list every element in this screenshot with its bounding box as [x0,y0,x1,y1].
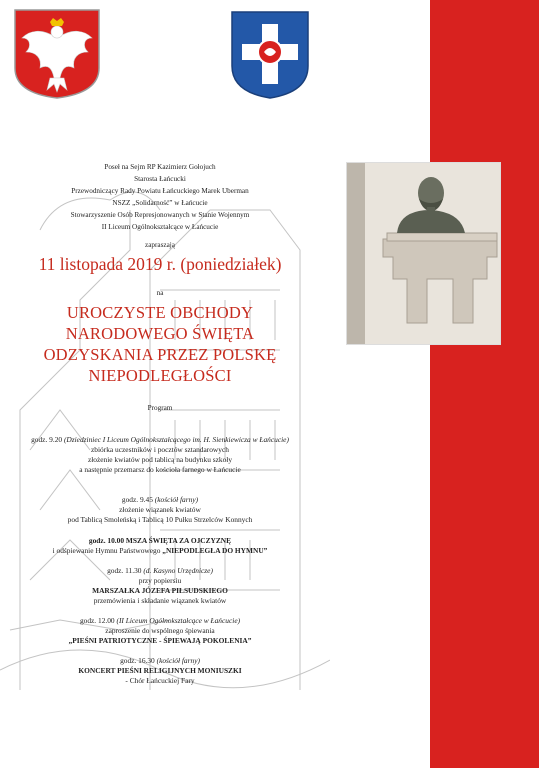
program-line: a następnie przemarsz do kościoła farnego w Łańcucie [79,465,241,474]
organizer-line: Przewodniczący Rady Powiatu Łańcuckiego Marek Uberman [71,187,249,195]
time: godz. 9.20 [31,435,63,444]
program-line: zbiórka uczestników i pocztów sztandarowych [91,445,229,454]
place: (II Liceum Ogólnokształcące w Łańcucie) [116,616,241,625]
organizer-line: Stowarzyszenie Osób Represjonowanych w Stanie Wojennym [70,211,250,219]
event-title-line: NARODOWEGO ŚWIĘTA [65,324,255,343]
time: godz. 11.30 [107,566,142,575]
event-title-line: NIEPODLEGŁOŚCI [88,366,232,385]
invite-word: zapraszają [145,241,175,249]
anthem-text: i odśpiewanie Hymnu Państwowego [52,546,163,555]
program-item-time [0,435,320,445]
program-line: przy popiersiu [138,576,182,585]
mass-title: godz. 10.00 MSZA ŚWIĘTA ZA OJCZYZNĘ [88,536,232,545]
program-item-time [0,616,320,626]
program-item-mass [0,536,320,546]
program-label: Program [147,404,173,412]
time: godz. 16.30 [120,656,155,665]
organizer-line: Starosta Łańcucki [134,175,186,183]
program-line: pod Tablicą Smoleńską i Tablicą 10 Pułku Strzelców Konnych [67,515,253,524]
place: (kościół farny) [154,495,199,504]
program-line: przemówienia i składanie wiązanek kwiatów [93,596,227,605]
program-line: - Chór Łańcuckiej Fary [125,676,195,685]
flag-red-stripe [430,0,539,768]
program-item-time [0,656,320,666]
program-line [0,636,320,646]
time: godz. 12.00 [79,616,115,625]
program-item-time [0,495,320,505]
organizer-line: Poseł na Sejm RP Kazimierz Gołojuch [104,163,216,171]
program-line: zaproszenie do wspólnego śpiewania [105,626,215,635]
event-title-line: UROCZYSTE OBCHODY [66,303,254,322]
program-line [0,586,320,596]
program-line [0,546,320,556]
anthem-title: „NIEPODLEGŁA DO HYMNU” [162,546,268,555]
lancut-county-crest-icon [228,8,312,100]
place: (kościół farny) [156,656,200,665]
flag-white-stripe [320,0,430,768]
program-line: złożenie wiązanek kwiatów [119,505,201,514]
polish-eagle-icon [12,8,102,100]
organizer-line: II Liceum Ogólnokształcące w Łańcucie [101,223,219,231]
time: godz. 9.45 [121,495,153,504]
program-item-time [0,566,320,576]
songs-title: „PIEŚNI PATRIOTYCZNE - ŚPIEWAJĄ POKOLENIA” [68,636,252,645]
concert-title: KONCERT PIEŚNI RELIGIJNYCH MONIUSZKI [78,666,242,675]
organizer-line: NSZZ „Solidarność” w Łańcucie [112,199,208,207]
place: (Dziedziniec I Liceum Ogólnokształcącego im. H. Sienkiewicza w Łańcucie) [63,435,289,444]
na-word: na [156,289,164,297]
program-line: złożenie kwiatów pod tablicą na budynku szkoły [87,455,233,464]
program-line [0,666,320,676]
marshal-name: MARSZAŁKA JÓZEFA PIŁSUDSKIEGO [92,586,228,595]
pilsudski-bust-photo [347,163,500,344]
place: (d. Kasyno Urzędnicze) [143,566,213,575]
event-title-line: ODZYSKANIA PRZEZ POLSKĘ [43,345,277,364]
event-date: 11 listopada 2019 r. (poniedziałek) [38,254,282,274]
